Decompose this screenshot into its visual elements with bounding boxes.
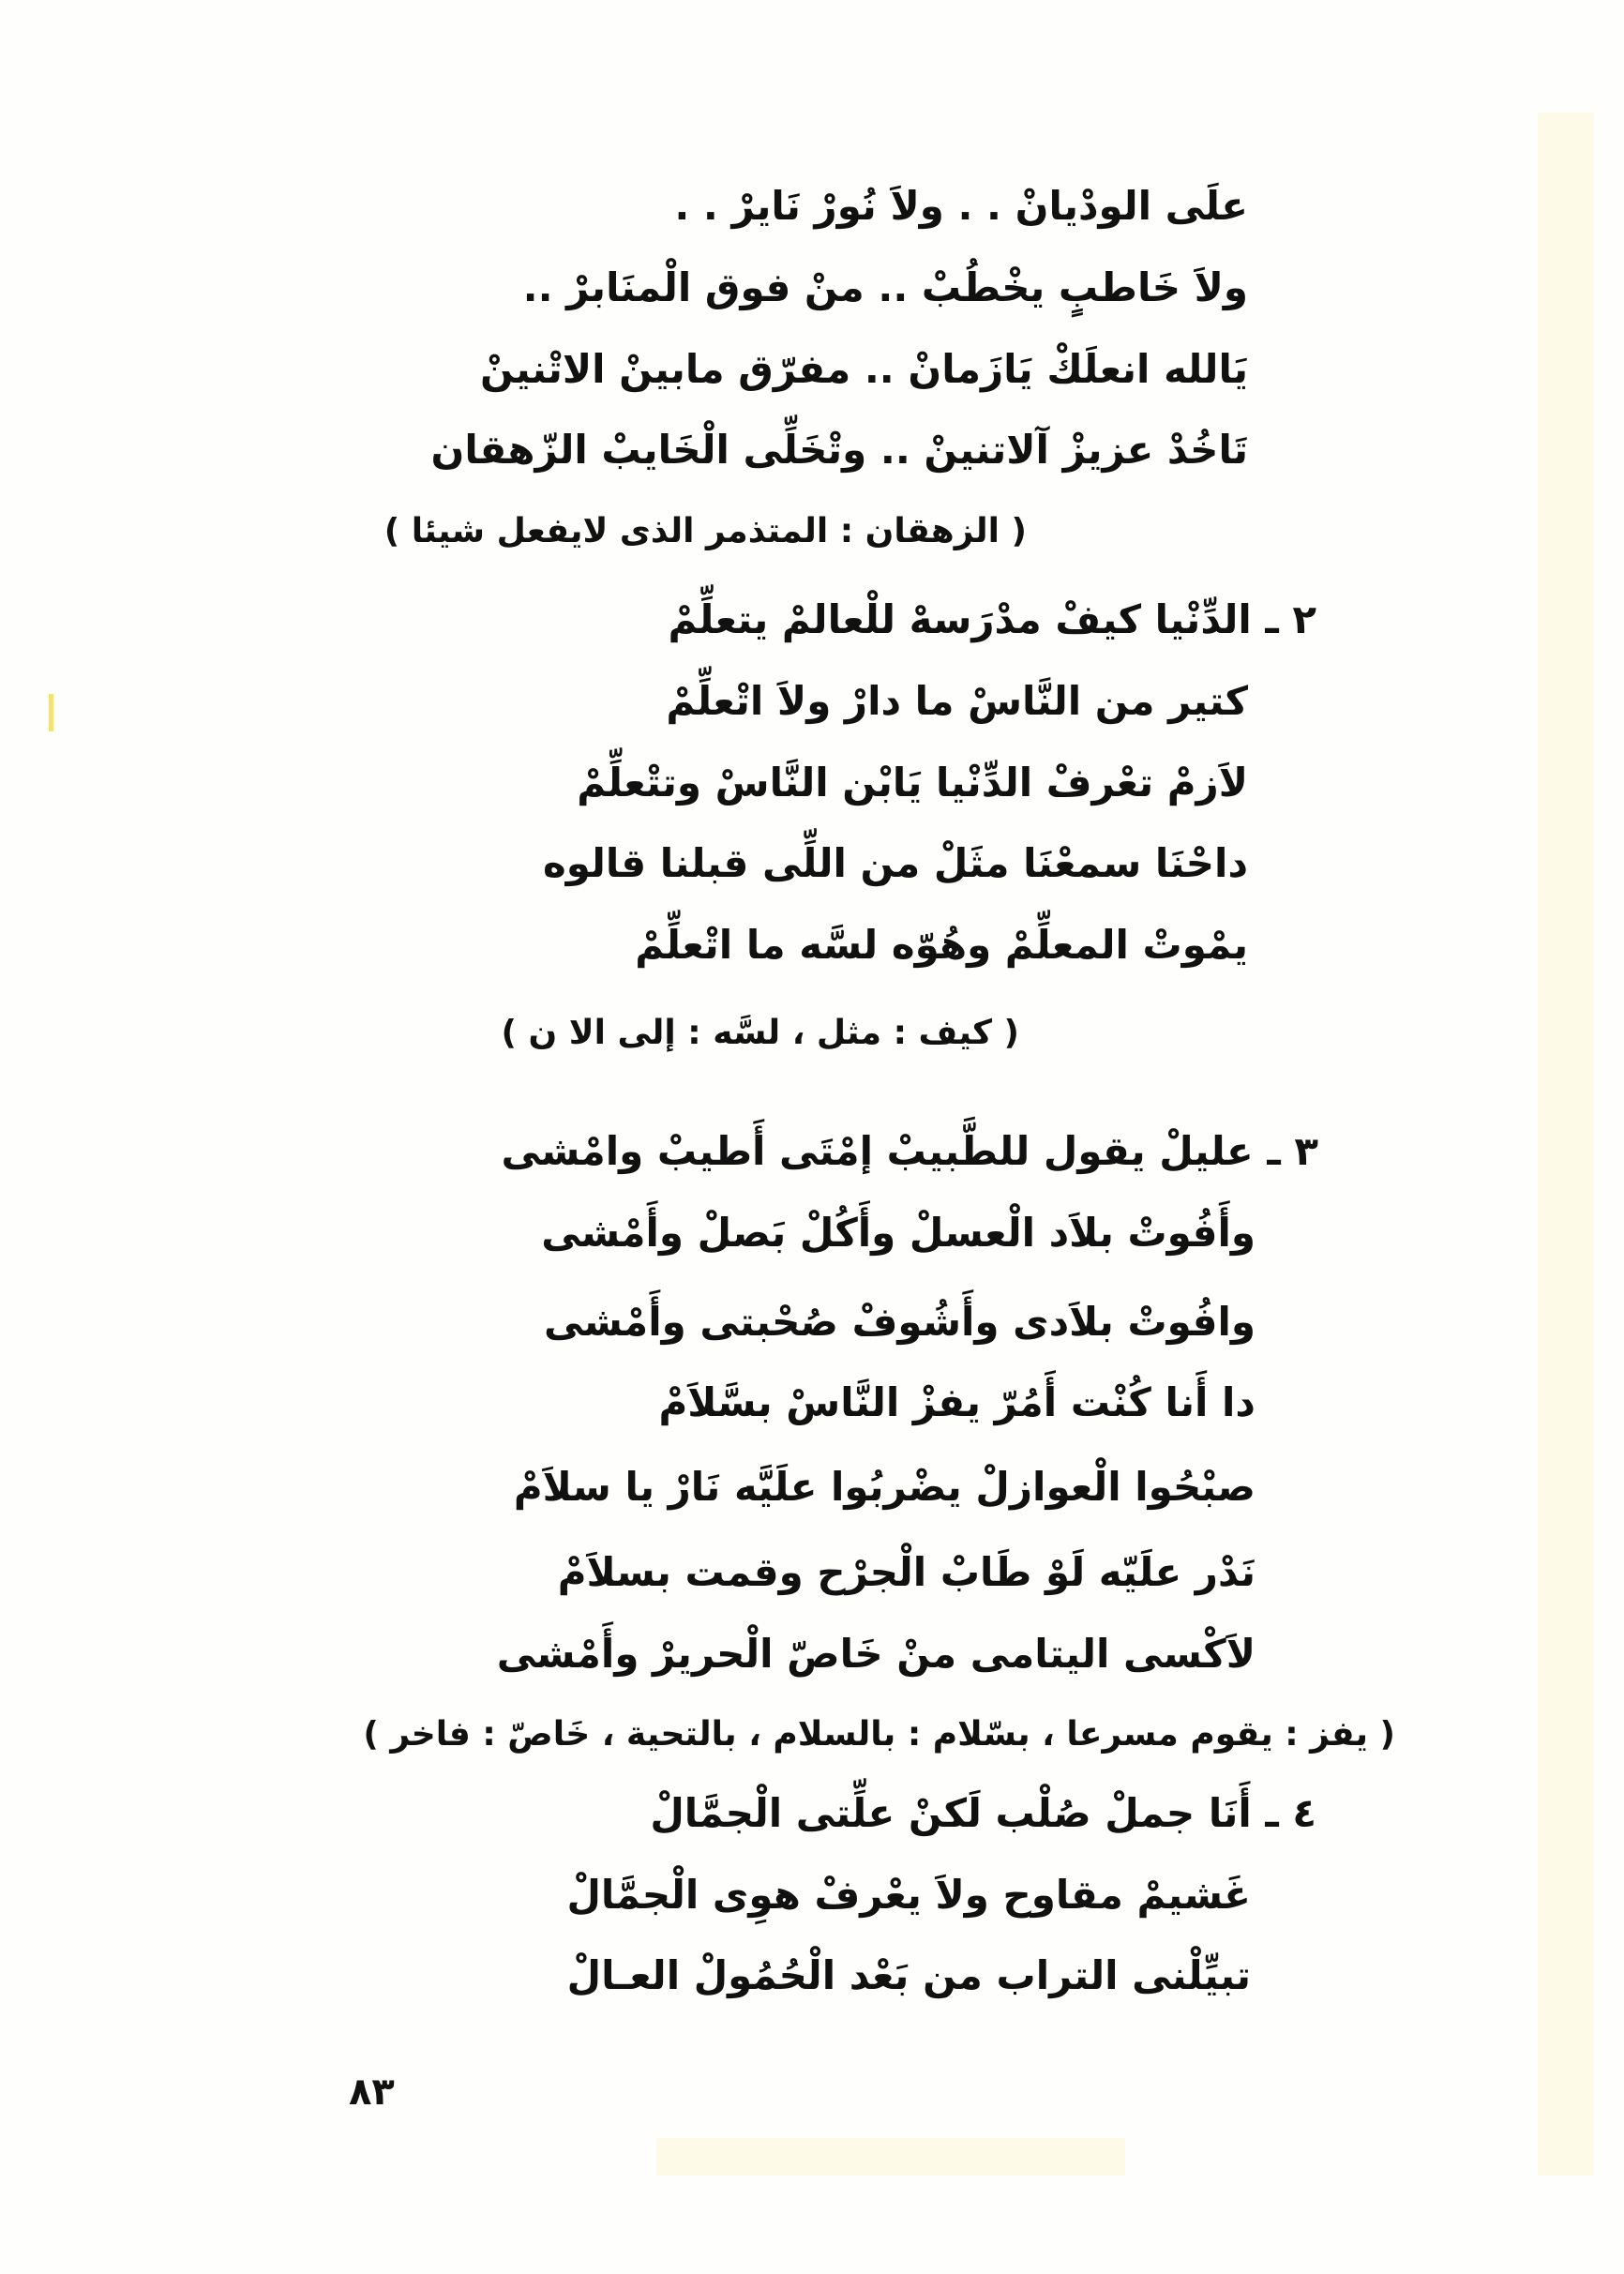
verse-line: تَاخُدْ عزيزْ آلاتنينْ .. وتْخَلِّى الْخَايبْ الزّهقان (430, 427, 1248, 473)
verse-line: ولاَ خَاطبٍ يخْطُبْ .. منْ فوق الْمنَابرْ .. (522, 264, 1248, 310)
footnote: ( كيف : مثل ، لسَّه : إلى الا ن ) (501, 1014, 1019, 1052)
page-number: ٨٣ (349, 2071, 395, 2114)
verse-line: نَدْر علَيّه لَوْ طَابْ الْجرْح وقمت بسلاَمْ (557, 1549, 1256, 1595)
scan-discoloration (1538, 113, 1594, 2176)
verse-line: تبيِّلْنى التراب من بَعْد الْحُمُولْ العـالْ (566, 1952, 1251, 1998)
footnote: ( الزهقان : المتذمر الذى لايفعل شيئا ) (383, 512, 1027, 550)
footnote: ( يفز : يقوم مسرعا ، بسّلام : بالسلام ، بالتحية ، خَاصّ : فاخر ) (363, 1715, 1395, 1754)
verse-line: غَشيمْ مقاوح ولاَ يعْرفْ هوِى الْجمَّالْ (566, 1872, 1251, 1918)
verse-line: داحْنَا سمعْنَا مثَلْ من اللِّى قبلنا قالوه (542, 840, 1248, 886)
verse-line: صبْحُوا الْعوازلْ يضْربُوا علَيَّه نَارْ يا سلاَمْ (513, 1464, 1256, 1510)
verse-line: علَى الودْيانْ . . ولاَ نُورْ نَايرْ . . (674, 183, 1248, 229)
verse-line: يَالله انعلَكْ يَازَمانْ .. مفرّق مابينْ الاتْنينْ (480, 346, 1248, 392)
verse-line-numbered: ٣ ـ عليلْ يقول للطَّبيبْ إمْتَى أَطيبْ وامْشى (501, 1128, 1318, 1174)
scan-discoloration (656, 2138, 1125, 2176)
verse-line: وافُوتْ بلاَدى وأَشُوفْ صُحْبتى وأَمْشى (543, 1299, 1256, 1345)
verse-line: كتير من النَّاسْ ما دارْ ولاَ اتْعلِّمْ (666, 678, 1248, 724)
verse-line-numbered: ٢ ـ الدِّنْيا كيفْ مدْرَسهْ للْعالمْ يتعلِّمْ (668, 596, 1316, 642)
verse-line: دا أَنا كُنْت أَمُرّ يفزْ النَّاسْ بسَّلاَمْ (658, 1379, 1256, 1425)
scan-mark (49, 694, 53, 731)
verse-line: لاَكْسى اليتامى منْ خَاصّ الْحريرْ وأَمْشى (496, 1631, 1256, 1677)
verse-line: لاَزمْ تعْرفْ الدِّنْيا يَابْن النَّاسْ وتتْعلِّمْ (577, 760, 1248, 806)
verse-line: وأَفُوتْ بلاَد الْعسلْ وأَكُلْ بَصلْ وأَمْشى (541, 1210, 1256, 1256)
verse-line-numbered: ٤ ـ أَنَا جملْ صُلْب لَكنْ علِّتى الْجمَّالْ (650, 1790, 1316, 1836)
verse-line: يمْوتْ المعلِّمْ وهُوّه لسَّه ما اتْعلِّمْ (635, 922, 1248, 968)
